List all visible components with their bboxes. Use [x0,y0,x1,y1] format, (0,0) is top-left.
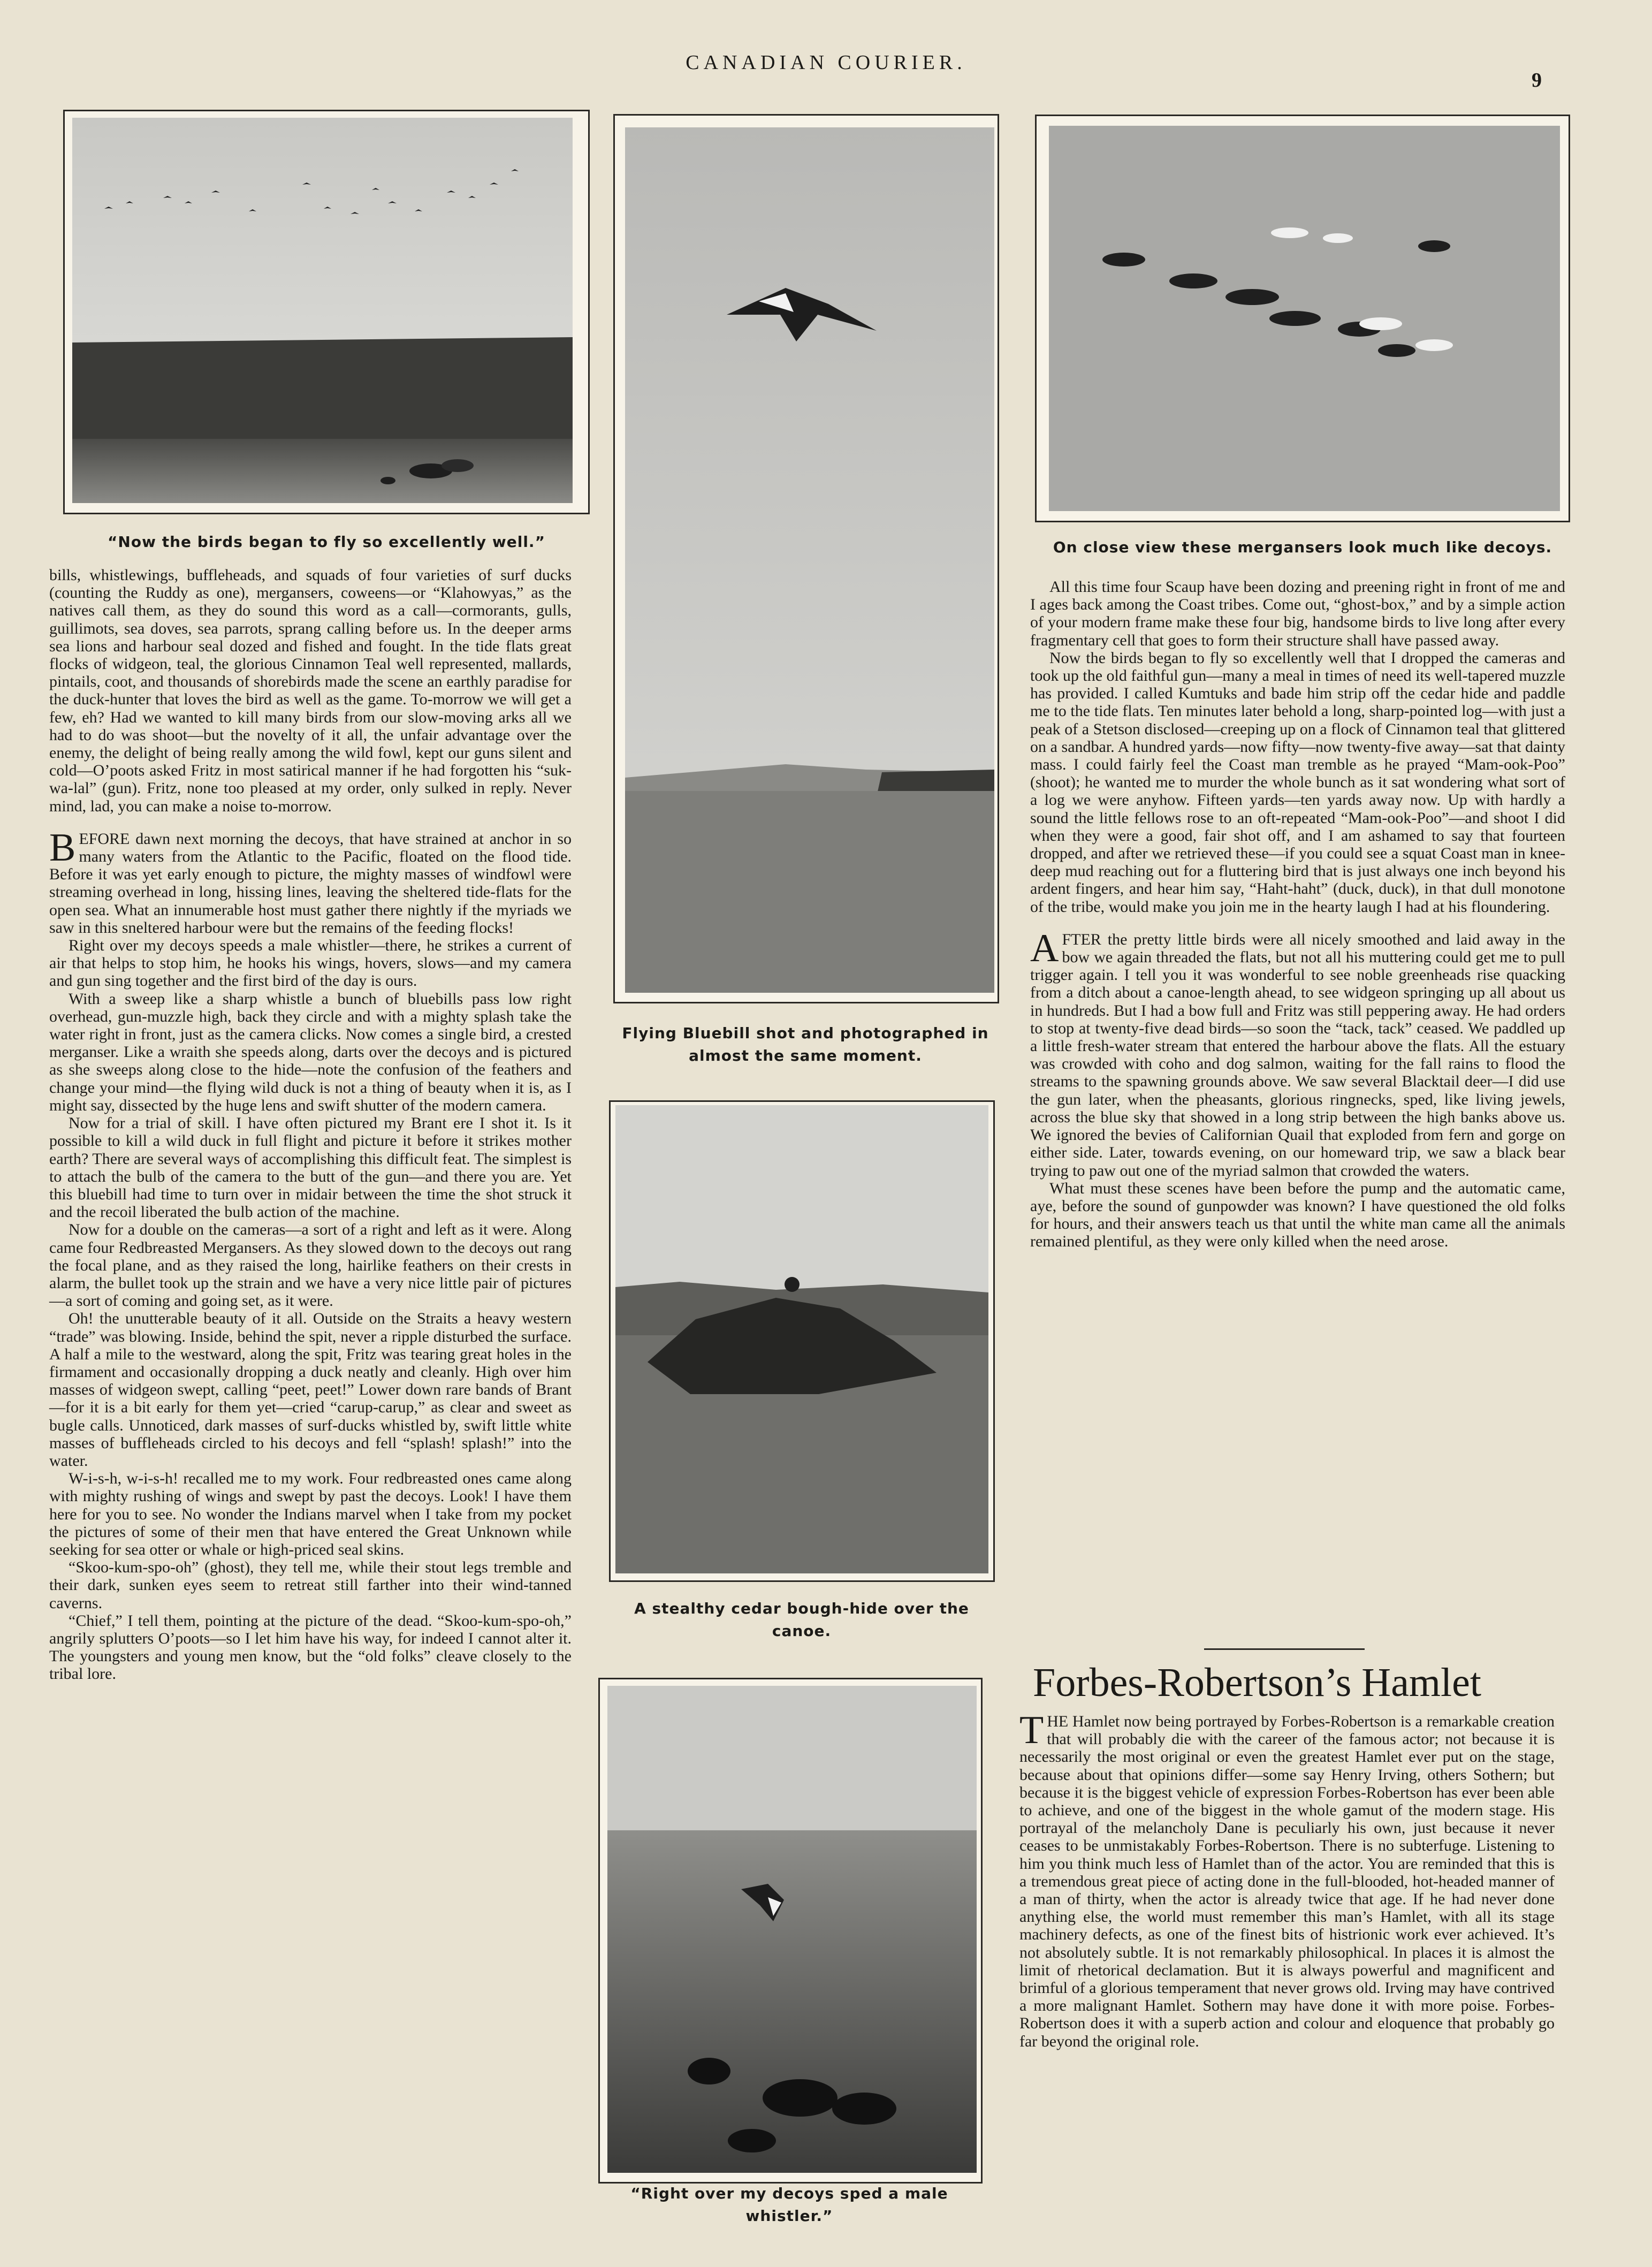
photo-flying-birds [72,118,573,503]
hamlet-paragraph-1 [1019,1708,1555,2050]
caption-whistler-line-2: whistler.” [745,2207,833,2225]
article-hamlet-body [1019,1708,1555,2050]
col1-paragraph-7: Oh! the unutterable beauty of it all. Outside on the Straits a heavy western “trade” was blowing. Inside, behind the spit, never a ripple disturbed the surface. A half a mile to the westward, along the spit, Fritz was tearing great holes in the firmament and occasionally dropping a duck neatly and cleanly. High over him masses of widgeon swept, calling “peet, peet!” Lower down rare bands of Brant—for it is a bit early for them yet—cried “carup-carup,” as clear and sweet as bugle calls. Unnoticed, dark masses of surf-ducks whistled by, swift little white masses of buffleheads circled to his decoys and fell “splash! splash!” into the water. [49,1310,572,1470]
col1-paragraph-4: With a sweep like a sharp whistle a bunch of bluebills pass low right overhead, gun-muzzle high, back they circle and with a mighty splash take the water right in front, just as the camera clicks. Now comes a single bird, a crested merganser. Like a wraith she speeds along, darts over the decoys and is pictured as she sweeps along close to the hide—note the confusion of the feathers and change your mind—the flying wild duck is not a thing of beauty when it is, as I might say, dissected by the huge lens and swift shutter of the modern camera. [49,990,572,1114]
col1-paragraph-6: Now for a double on the cameras—a sort of a right and left as it were. Along came four Redbreasted Mergansers. As they slowed down to the decoys out rang the focal plane, and as they raised the long, hairlike feathers on their crests in alarm, the bullet took up the strain and we have a very nice little pair of pictures—a sort of coming and going set, as it were. [49,1221,572,1310]
col1-paragraph-5: Now for a trial of skill. I have often pictured my Brant ere I shot it. Is it possible to kill a wild duck in full flight and picture it before it strikes mother earth? There are several ways of accomplishing this difficult feat. The simplest is to attach the bulb of the camera to the butt of the gun—and there you are. Yet this bluebill had time to turn over in midair between the time the shot struck it and the recoil liberated the bulb action of the machine. [49,1114,572,1221]
col3-paragraph-3-text: FTER the pretty little birds were all nicely smoothed and laid away in the bow we again threaded the flats, but not all his muttering could get me to pull trigger again. I tell you it was wonderful to see noble greenheads rise quacking from a ditch about a canoe-length ahead, to see widgeon springing up all about us in hundreds. But I had a bow full and Fritz was still peppering away. He had orders to stop at twenty-five dead birds—so soon the “tack, tack” ceased. We paddled up a little fresh-water stream that entered the harbour above the flats. All the estuary was crowded with coho and dog salmon, waiting for the fall rains to flood the streams to the spawning grounds above. We saw several Blacktail deer—I did use the gun later, when the pheasants, glorious ringnecks, sped, like living jewels, across the blue sky that showed in a long strip between the high banks above us. We ignored the bevies of Californian Quail that exploded from fern and gorge on either side. Later, towards evening, on our homeward trip, we saw a black bear trying to paw out one of the myriad salmon that crowded the waters. [1030,930,1565,1180]
caption-cedar-hide [598,1597,1005,1642]
dropcap-t: T [1019,1708,1044,1752]
col3-paragraph-2: Now the birds began to fly so excellently well that I dropped the cameras and took up the old faithful gun—many a meal in times of need its well-tapered muzzle has provided. I called Kumtuks and bade him strip off the cedar hide and paddle me to the tide flats. Ten minutes later behold a long, sharp-pointed log—with just a peak of a Stetson disclosed—creeping up on a flock of Cinnamon teal that glittered on a sandbar. A hundred yards—now fifty—now twenty-five away—sat that dainty mass. I could fairly feel the Coast man tremble as he prayed “Mam-ook-Poo” (shoot); he wanted me to murder the whole bunch as it sat wondering what sort of a log we were anyhow. Fifteen yards—ten yards away now. Up with hardly a sound the little fellows rose to an oft-repeated “Mam-ook-Poo”—and shoot I did when they were a good, fair shot off, and I am ashamed to say that fourteen dropped, and after we retrieved these—if you could see a squat Coast man in knee-deep mud reaching out for a fluttering bird that is just always one inch beyond his ardent fingers, and hear him say, “Haht-haht” (duck, duck), in that dull monotone of the tribe, would make you join me in the hearty laugh I had at his floundering. [1030,649,1565,916]
col1-paragraph-3: Right over my decoys speeds a male whistler—there, he strikes a current of air that helps to stop him, he hooks his wings, hovers, slows—and my camera and gun sing together and the first bird of the day is ours. [49,937,572,990]
col3-paragraph-1: All this time four Scaup have been dozing and preening right in front of me and I ages back among the Coast tribes. Come out, “ghost-box,” and by a simple action of your modern frame make these four big, handsome birds to live long after every fragmentary cell that goes to form their structure shall have passed away. [1030,578,1565,649]
caption-bluebill-line-2: almost the same moment. [689,1047,922,1064]
photo-cedar-hide [615,1105,988,1573]
col1-paragraph-9: “Skoo-kum-spo-oh” (ghost), they tell me, while their stout legs tremble and their dark, sunken eyes seem to retreat still farther into their wind-tanned caverns. [49,1558,572,1612]
page-number: 9 [1532,69,1542,92]
col1-paragraph-10: “Chief,” I tell them, pointing at the picture of the dead. “Skoo-kum-spo-oh,” angrily splutters O’poots—so I let him have his way, for indeed I cannot alter it. The youngsters and young men know, but the “old folks” cleave closely to the tribal lore. [49,1611,572,1683]
caption-cedar-line-1: A stealthy cedar bough-hide over the [634,1600,969,1617]
photo-bluebill [625,127,994,993]
column-left [49,566,572,1683]
caption-whistler [583,2182,995,2227]
photo-whistler [607,1686,977,2173]
photo-mergansers [1049,126,1560,511]
article-divider [1204,1648,1365,1650]
caption-flying-birds: “Now the birds began to fly so excellently well.” [108,533,545,551]
caption-mergansers: On close view these mergansers look much like decoys. [1053,538,1552,556]
masthead: CANADIAN COURIER. [686,51,966,74]
col1-paragraph-2 [49,825,572,937]
article-title [1033,1658,1547,1707]
hamlet-paragraph-1-text: HE Hamlet now being portrayed by Forbes-Robertson is a remarkable creation that will probably die with the career of the famous actor; not because it is necessarily the most original or even the greatest Hamlet ever put on the stage, because about that opinions differ—some say Henry Irving, others Sothern; but because it is the biggest vehicle of expression Forbes-Robertson has ever been able to achieve, and one of the biggest in the whole gamut of the modern stage. His portrayal of the melancholy Dane is peculiarly his own, just because it never ceases to be unmistakably Forbes-Robertson. There is no subterfuge. Listening to him you think much less of Hamlet than of the actor. You are reminded that this is a tremendous great piece of acting done in the full-blooded, hot-headed manner of a man of thirty, when the actor is already twice that age. If he had never done anything else, the world must remember this man’s Hamlet, with all its stage machinery defects, as one of the finest bits of histrionic work ever achieved. It’s not absolutely subtle. It is not remarkably philosophical. In places it is almost the limit of rhetorical declamation. But it is always powerful and magnificent and brimful of a glorious temperament that never grows old. Irving may have contrived a more malignant Hamlet. Sothern may have done it with more poise. Forbes-Robertson does it with a superb action and colour and eloquence that probably go far beyond the original role. [1019,1713,1555,2050]
caption-bluebill-line-1: Flying Bluebill shot and photographed in [622,1024,989,1042]
col1-paragraph-2-text: EFORE dawn next morning the decoys, that have strained at anchor in so many waters from the Atlantic to the Pacific, floated on the flood tide. Before it was yet early enough to picture, the mighty masses of windfowl were streaming overhead in long, hissing lines, leaving the sheltered tide-flats for the open sea. What an innumerable host must gather there nightly if the myriads we saw in this sneltered harbour were but the remains of the feeding flocks! [49,830,572,937]
dropcap-b: B [49,825,76,870]
col1-paragraph-8: W-i-s-h, w-i-s-h! recalled me to my work. Four redbreasted ones came along with mighty rushing of wings and swept by past the decoys. Look! I have them here for you to see. No wonder the Indians marvel when I take from my pocket the pictures of some of their men that have entered the Great Unknown while seeking for sea otter or whale or high-priced seal skins. [49,1470,572,1558]
col3-paragraph-4: What must these scenes have been before the pump and the automatic came, aye, before the sound of gunpowder was known? I have questioned the old folks for hours, and their answers teach us that until the white man came all the animals remained plentiful, as they were only killed when the need arose. [1030,1179,1565,1251]
caption-whistler-line-1: “Right over my decoys sped a male [630,2185,948,2202]
col3-paragraph-3 [1030,926,1565,1180]
col1-paragraph-1: bills, whistlewings, buffleheads, and squads of four varieties of surf ducks (counting the Ruddy as one), mergansers, coweens—or “Klahowyas,” as the natives call them, as they do sound this word as a call—cormorants, gulls, guillimots, sea doves, sea parrots, sprang calling before us. In the deeper arms sea lions and harbour seal dozed and fished and fought. In the tide flats great flocks of widgeon, teal, the glorious Cinnamon Teal well represented, mallards, pintails, coot, and thousands of shorebirds made the scene an earthly paradise for the duck-hunter that loves the bird as well as the game. To-morrow we will get a few, eh? Had we wanted to kill many birds from our slow-moving arks all we had to do was shoot—but the novelty of it all, the unfair advantage over the enemy, the delight of being really among the wild fowl, kept our guns silent and cold—O’poots asked Fritz in most satirical manner if he had forgotten his “suk-wa-lal” (gun). Fritz, none too pleased at my order, only sulked in reply. Never mind, lad, you can make a noise to-morrow. [49,566,572,815]
dropcap-a: A [1030,926,1059,970]
article-title-text: Forbes-Robertson’s Hamlet [1033,1660,1482,1705]
caption-cedar-line-2: canoe. [772,1622,832,1640]
column-right [1030,578,1565,1251]
caption-bluebill [605,1022,1006,1067]
